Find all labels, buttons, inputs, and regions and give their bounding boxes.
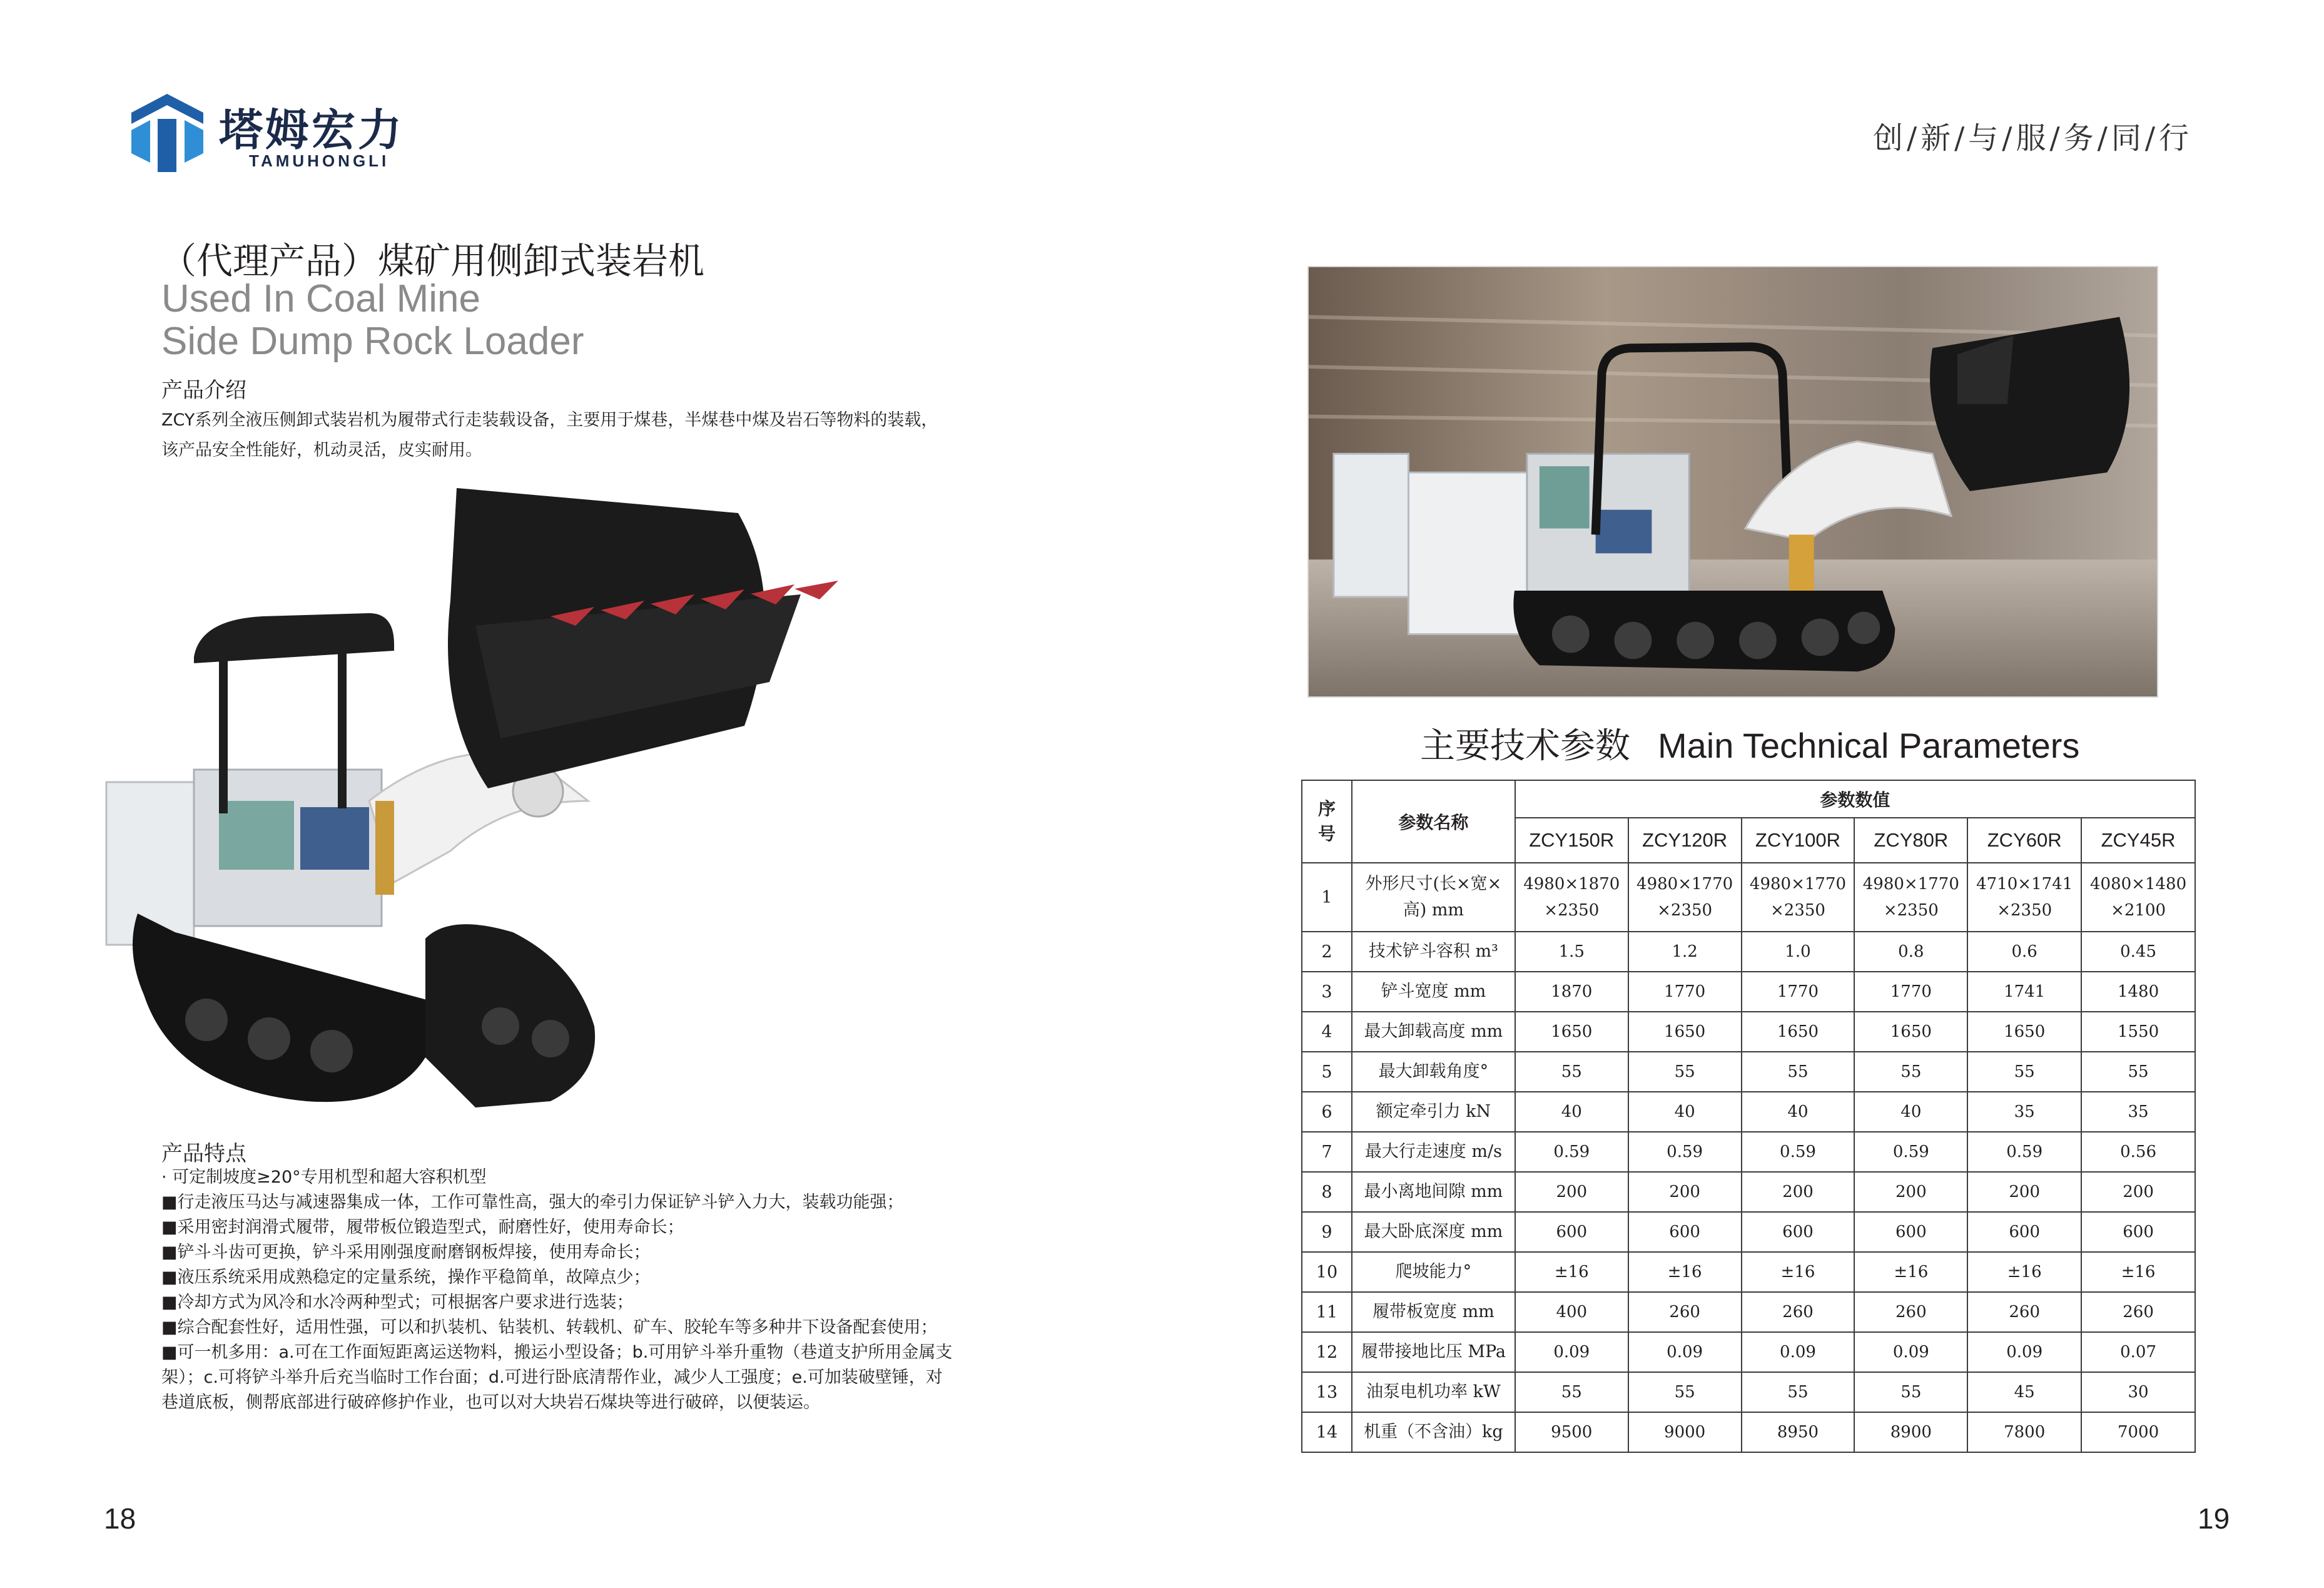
cell-value: 0.59 bbox=[1854, 1132, 1967, 1172]
cell-value: ±16 bbox=[1967, 1252, 2081, 1292]
cell-value: 8900 bbox=[1854, 1412, 1967, 1452]
feature-item: ■行走液压马达与减速器集成一体，工作可靠性高，强大的牵引力保证铲斗铲入力大，装载功能强； bbox=[161, 1193, 904, 1212]
cell-value: ±16 bbox=[2081, 1252, 2195, 1292]
table-row bbox=[1302, 1252, 2195, 1292]
model-header: ZCY60R bbox=[1967, 818, 2081, 863]
product-title-cn: （代理产品）煤矿用侧卸式装岩机 bbox=[160, 240, 705, 282]
cell-value: 0.09 bbox=[1515, 1332, 1628, 1372]
cell-value: 260 bbox=[1967, 1292, 2081, 1332]
row-no: 2 bbox=[1302, 932, 1352, 972]
cell-value: 55 bbox=[1742, 1372, 1855, 1412]
cell-value bbox=[2081, 863, 2195, 932]
cell-value-line2: ×2350 bbox=[1883, 901, 1939, 920]
cell-value bbox=[1515, 863, 1628, 932]
cell-value: 0.09 bbox=[1967, 1332, 2081, 1372]
row-no: 13 bbox=[1302, 1372, 1352, 1412]
cell-value-line1: 4980×1870 bbox=[1523, 875, 1620, 893]
cell-value: 200 bbox=[1515, 1172, 1628, 1212]
cell-value: 200 bbox=[1742, 1172, 1855, 1212]
cell-value: ±16 bbox=[1742, 1252, 1855, 1292]
row-no: 14 bbox=[1302, 1412, 1352, 1452]
cell-value: 40 bbox=[1854, 1092, 1967, 1132]
cell-value bbox=[1967, 863, 2081, 932]
cell-value: 600 bbox=[2081, 1212, 2195, 1252]
row-name: 最大卸载角度° bbox=[1352, 1052, 1515, 1092]
cell-value: 0.59 bbox=[1967, 1132, 2081, 1172]
feature-item: ■液压系统采用成熟稳定的定量系统，操作平稳简单，故障点少； bbox=[161, 1268, 651, 1287]
cell-value: 600 bbox=[1967, 1212, 2081, 1252]
cell-value-line1: 4980×1770 bbox=[1636, 875, 1733, 893]
cell-value: 0.59 bbox=[1628, 1132, 1742, 1172]
params-title-cn: 主要技术参数 bbox=[1420, 726, 1630, 766]
row-no: 6 bbox=[1302, 1092, 1352, 1132]
cell-value bbox=[1854, 863, 1967, 932]
brand-name-en: TAMUHONGLI bbox=[249, 151, 390, 170]
cell-value: ±16 bbox=[1854, 1252, 1967, 1292]
col-header-values: 参数数值 bbox=[1515, 780, 2195, 818]
cell-value: 8950 bbox=[1742, 1412, 1855, 1452]
row-name: 额定牵引力 kN bbox=[1352, 1092, 1515, 1132]
cell-value: 55 bbox=[1854, 1372, 1967, 1412]
brand-name-cn: 塔姆宏力 bbox=[219, 104, 404, 156]
table-row bbox=[1302, 1132, 2195, 1172]
product-title-en-line1: Used In Coal Mine bbox=[161, 277, 481, 320]
params-title bbox=[1420, 718, 2079, 768]
table-row bbox=[1302, 1052, 2195, 1092]
cell-value: 0.09 bbox=[1628, 1332, 1742, 1372]
cell-value-line1: 4080×1480 bbox=[2089, 875, 2187, 893]
row-no: 1 bbox=[1302, 863, 1352, 932]
row-name: 最小离地间隙 mm bbox=[1352, 1172, 1515, 1212]
cell-value: 55 bbox=[1515, 1052, 1628, 1092]
loader-illustration bbox=[100, 476, 1038, 1139]
cell-value: 9500 bbox=[1515, 1412, 1628, 1452]
cell-value: 600 bbox=[1628, 1212, 1742, 1252]
cell-value: 55 bbox=[1628, 1372, 1742, 1412]
cell-value: 55 bbox=[1628, 1052, 1742, 1092]
features-heading: 产品特点 bbox=[161, 1141, 246, 1166]
features-list bbox=[161, 1165, 1000, 1415]
cell-value: 9000 bbox=[1628, 1412, 1742, 1452]
feature-item-multi-line3: 巷道底板，侧帮底部进行破碎修护作业，也可以对大块岩石煤块等进行破碎，以便装运。 bbox=[161, 1393, 820, 1412]
table-row bbox=[1302, 1212, 2195, 1252]
cell-value: 0.09 bbox=[1854, 1332, 1967, 1372]
row-name: 最大卸载高度 mm bbox=[1352, 1012, 1515, 1052]
cell-value: 1650 bbox=[1515, 1012, 1628, 1052]
cell-value: 55 bbox=[2081, 1052, 2195, 1092]
cell-value: 55 bbox=[1854, 1052, 1967, 1092]
table-row bbox=[1302, 1012, 2195, 1052]
cell-value: 1.2 bbox=[1628, 932, 1742, 972]
row-no: 10 bbox=[1302, 1252, 1352, 1292]
cell-value: 1770 bbox=[1742, 972, 1855, 1012]
row-no: 7 bbox=[1302, 1132, 1352, 1172]
row-no: 12 bbox=[1302, 1332, 1352, 1372]
feature-item: · 可定制坡度≥20°专用机型和超大容积机型 bbox=[161, 1168, 487, 1187]
cell-value-line2: ×2350 bbox=[1770, 901, 1825, 920]
cell-value: 200 bbox=[2081, 1172, 2195, 1212]
cell-value bbox=[1628, 863, 1742, 932]
table-row bbox=[1302, 1092, 2195, 1132]
cell-value: 55 bbox=[1742, 1052, 1855, 1092]
col-header-no: 序号 bbox=[1302, 780, 1352, 863]
cell-value: 0.59 bbox=[1515, 1132, 1628, 1172]
cell-value: 600 bbox=[1742, 1212, 1855, 1252]
cell-value: 35 bbox=[1967, 1092, 2081, 1132]
loader-photo bbox=[1307, 266, 2158, 698]
feature-item: ■铲斗斗齿可更换，铲斗采用刚强度耐磨钢板焊接，使用寿命长； bbox=[161, 1243, 651, 1262]
cell-value: 55 bbox=[1515, 1372, 1628, 1412]
cell-value: 0.09 bbox=[1742, 1332, 1855, 1372]
cell-value-line2: ×2350 bbox=[1544, 901, 1600, 920]
row-no: 5 bbox=[1302, 1052, 1352, 1092]
cell-value: 7000 bbox=[2081, 1412, 2195, 1452]
cell-value: 1.5 bbox=[1515, 932, 1628, 972]
cell-value: 1650 bbox=[1854, 1012, 1967, 1052]
row-no: 3 bbox=[1302, 972, 1352, 1012]
cell-value-line2: ×2350 bbox=[1997, 901, 2053, 920]
row-name: 铲斗宽度 mm bbox=[1352, 972, 1515, 1012]
page-number-right: 19 bbox=[2198, 1502, 2230, 1535]
table-row bbox=[1302, 1372, 2195, 1412]
row-name-line2: 高) mm bbox=[1403, 900, 1464, 920]
row-name: 履带板宽度 mm bbox=[1352, 1292, 1515, 1332]
row-name: 技术铲斗容积 m³ bbox=[1352, 932, 1515, 972]
cell-value-line2: ×2350 bbox=[1657, 901, 1713, 920]
cell-value: 260 bbox=[1854, 1292, 1967, 1332]
row-name: 最大卧底深度 mm bbox=[1352, 1212, 1515, 1252]
model-header: ZCY150R bbox=[1515, 818, 1628, 863]
page-number-left: 18 bbox=[104, 1502, 136, 1535]
cell-value: 1770 bbox=[1854, 972, 1967, 1012]
row-name bbox=[1352, 863, 1515, 932]
cell-value: 35 bbox=[2081, 1092, 2195, 1132]
row-name: 履带接地比压 MPa bbox=[1352, 1332, 1515, 1372]
row-no: 4 bbox=[1302, 1012, 1352, 1052]
cell-value: 400 bbox=[1515, 1292, 1628, 1332]
cell-value: 1650 bbox=[1742, 1012, 1855, 1052]
table-row bbox=[1302, 1172, 2195, 1212]
cell-value: 0.07 bbox=[2081, 1332, 2195, 1372]
param-rows bbox=[1302, 932, 2195, 1452]
cell-value: 1770 bbox=[1628, 972, 1742, 1012]
cell-value: 1650 bbox=[1628, 1012, 1742, 1052]
row-name: 机重（不含油）kg bbox=[1352, 1412, 1515, 1452]
params-title-en: Main Technical Parameters bbox=[1658, 726, 2080, 765]
cell-value: 200 bbox=[1628, 1172, 1742, 1212]
cell-value-line1: 4980×1770 bbox=[1862, 875, 1959, 893]
cell-value: 45 bbox=[1967, 1372, 2081, 1412]
row-no: 9 bbox=[1302, 1212, 1352, 1252]
slogan: 创/新/与/服/务/同/行 bbox=[1872, 121, 2193, 156]
col-header-name: 参数名称 bbox=[1352, 780, 1515, 863]
cell-value: 1650 bbox=[1967, 1012, 2081, 1052]
row-name-line1: 外形尺寸(长×宽× bbox=[1365, 874, 1502, 893]
row-name: 油泵电机功率 kW bbox=[1352, 1372, 1515, 1412]
cell-value: 1480 bbox=[2081, 972, 2195, 1012]
model-header: ZCY80R bbox=[1854, 818, 1967, 863]
cell-value: 0.45 bbox=[2081, 932, 2195, 972]
feature-item: ■冷却方式为风冷和水冷两种型式；可根据客户要求进行选装； bbox=[161, 1293, 634, 1312]
cell-value bbox=[1742, 863, 1855, 932]
intro-text bbox=[161, 405, 993, 466]
cell-value: 260 bbox=[1742, 1292, 1855, 1332]
row-no: 8 bbox=[1302, 1172, 1352, 1212]
table-row bbox=[1302, 1292, 2195, 1332]
params-table bbox=[1301, 780, 2196, 1453]
cell-value: 260 bbox=[1628, 1292, 1742, 1332]
table-row bbox=[1302, 863, 2195, 932]
intro-line-2: 该产品安全性能好，机动灵活，皮实耐用。 bbox=[161, 440, 482, 460]
cell-value: 7800 bbox=[1967, 1412, 2081, 1452]
intro-line-1: ZCY系列全液压侧卸式装岩机为履带式行走装载设备，主要用于煤巷，半煤巷中煤及岩石等物料的装载， bbox=[161, 410, 938, 430]
cell-value: 0.6 bbox=[1967, 932, 2081, 972]
cell-value: 40 bbox=[1515, 1092, 1628, 1132]
cell-value: 40 bbox=[1628, 1092, 1742, 1132]
table-row bbox=[1302, 972, 2195, 1012]
cell-value: 200 bbox=[1967, 1172, 2081, 1212]
cell-value: 55 bbox=[1967, 1052, 2081, 1092]
product-title-en-line2: Side Dump Rock Loader bbox=[161, 320, 584, 363]
intro-heading: 产品介绍 bbox=[161, 378, 246, 403]
cell-value: 1870 bbox=[1515, 972, 1628, 1012]
cell-value: 200 bbox=[1854, 1172, 1967, 1212]
row-name: 爬坡能力° bbox=[1352, 1252, 1515, 1292]
table-row bbox=[1302, 1332, 2195, 1372]
cell-value: 1.0 bbox=[1742, 932, 1855, 972]
cell-value: 30 bbox=[2081, 1372, 2195, 1412]
cell-value: ±16 bbox=[1515, 1252, 1628, 1292]
feature-item-multi-line2: 架）；c.可将铲斗举升后充当临时工作台面；d.可进行卧底清帮作业，减少人工强度；e.可加装破壁锤，对 bbox=[161, 1368, 943, 1387]
cell-value: 600 bbox=[1854, 1212, 1967, 1252]
row-no: 11 bbox=[1302, 1292, 1352, 1332]
cell-value: 0.56 bbox=[2081, 1132, 2195, 1172]
cell-value: 40 bbox=[1742, 1092, 1855, 1132]
table-row bbox=[1302, 932, 2195, 972]
cell-value: 600 bbox=[1515, 1212, 1628, 1252]
cell-value-line1: 4980×1770 bbox=[1749, 875, 1847, 893]
table-row bbox=[1302, 1412, 2195, 1452]
cell-value-line1: 4710×1741 bbox=[1976, 875, 2073, 893]
cell-value: 0.8 bbox=[1854, 932, 1967, 972]
cell-value: 1741 bbox=[1967, 972, 2081, 1012]
feature-item-multi-line1: ■可一机多用：a.可在工作面短距离运送物料，搬运小型设备；b.可用铲斗举升重物（巷道支护所用金属支 bbox=[161, 1343, 953, 1362]
model-header: ZCY100R bbox=[1742, 818, 1855, 863]
model-header: ZCY45R bbox=[2081, 818, 2195, 863]
brand-logo-icon bbox=[131, 94, 203, 172]
cell-value: 260 bbox=[2081, 1292, 2195, 1332]
model-header: ZCY120R bbox=[1628, 818, 1742, 863]
cell-value: 1550 bbox=[2081, 1012, 2195, 1052]
cell-value: 0.59 bbox=[1742, 1132, 1855, 1172]
cell-value-line2: ×2100 bbox=[2111, 901, 2166, 920]
feature-item: ■综合配套性好，适用性强，可以和扒装机、钻装机、转载机、矿车、胶轮车等多种井下设备配套使用； bbox=[161, 1318, 938, 1337]
feature-item: ■采用密封润滑式履带，履带板位锻造型式，耐磨性好，使用寿命长； bbox=[161, 1218, 684, 1237]
brand-logo bbox=[131, 94, 432, 175]
row-name: 最大行走速度 m/s bbox=[1352, 1132, 1515, 1172]
cell-value: ±16 bbox=[1628, 1252, 1742, 1292]
